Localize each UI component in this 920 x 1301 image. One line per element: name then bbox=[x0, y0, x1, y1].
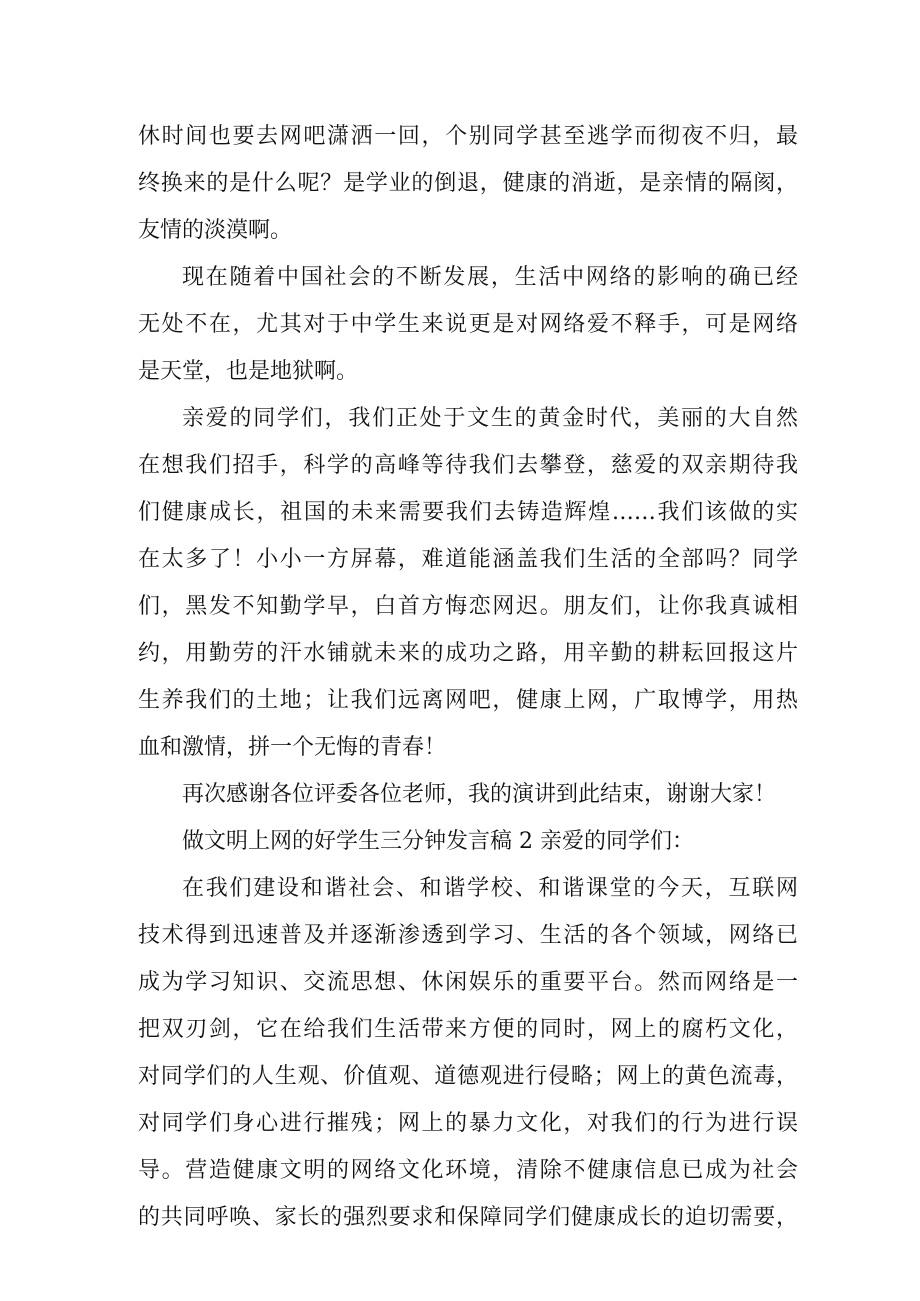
text-line: 在想我们招手，科学的高峰等待我们去攀登，慈爱的双亲期待我 bbox=[138, 453, 798, 478]
text-line: 对同学们身心进行摧残；网上的暴力文化，对我们的行为进行误 bbox=[138, 1111, 798, 1136]
text-line: 成为学习知识、交流思想、休闲娱乐的重要平台。然而网络是一 bbox=[138, 970, 798, 995]
text-line: 的共同呼唤、家长的强烈要求和保障同学们健康成长的迫切需要， bbox=[138, 1205, 798, 1230]
text-line: 在太多了！小小一方屏幕，难道能涵盖我们生活的全部吗？同学 bbox=[138, 547, 798, 572]
text-line: 休时间也要去网吧潇洒一回，个别同学甚至逃学而彻夜不归，最 bbox=[138, 124, 798, 149]
text-line: 们健康成长，祖国的未来需要我们去铸造辉煌……我们该做的实 bbox=[138, 500, 798, 525]
text-line: 亲爱的同学们，我们正处于文生的黄金时代，美丽的大自然 bbox=[182, 406, 798, 431]
text-line: 血和激情，拼一个无悔的青春！ bbox=[138, 735, 447, 760]
text-line: 在我们建设和谐社会、和谐学校、和谐课堂的今天，互联网 bbox=[182, 876, 798, 901]
text-line: 对同学们的人生观、价值观、道德观进行侵略；网上的黄色流毒， bbox=[138, 1064, 798, 1089]
text-line: 无处不在，尤其对于中学生来说更是对网络爱不释手，可是网络 bbox=[138, 312, 798, 337]
text-line: 导。营造健康文明的网络文化环境，清除不健康信息已成为社会 bbox=[138, 1158, 798, 1183]
document-body bbox=[138, 113, 798, 1241]
text-line: 终换来的是什么呢？是学业的倒退，健康的消逝，是亲情的隔阂， bbox=[138, 171, 798, 196]
text-line: 现在随着中国社会的不断发展，生活中网络的影响的确已经 bbox=[182, 265, 798, 290]
text-line: 约，用勤劳的汗水铺就未来的成功之路，用辛勤的耕耘回报这片 bbox=[138, 641, 798, 666]
text-line: 技术得到迅速普及并逐渐渗透到学习、生活的各个领域，网络已 bbox=[138, 923, 798, 948]
text-line: 生养我们的土地；让我们远离网吧，健康上网，广取博学，用热 bbox=[138, 688, 798, 713]
section-heading: 做文明上网的好学生三分钟发言稿 2 亲爱的同学们： bbox=[182, 829, 694, 854]
text-line: 们，黑发不知勤学早，白首方悔恋网迟。朋友们，让你我真诚相 bbox=[138, 594, 798, 619]
text-line: 再次感谢各位评委各位老师，我的演讲到此结束，谢谢大家！ bbox=[182, 782, 777, 807]
text-line: 把双刃剑，它在给我们生活带来方便的同时，网上的腐朽文化， bbox=[138, 1017, 798, 1042]
text-line: 友情的淡漠啊。 bbox=[138, 218, 293, 243]
text-line: 是天堂，也是地狱啊。 bbox=[138, 359, 359, 384]
